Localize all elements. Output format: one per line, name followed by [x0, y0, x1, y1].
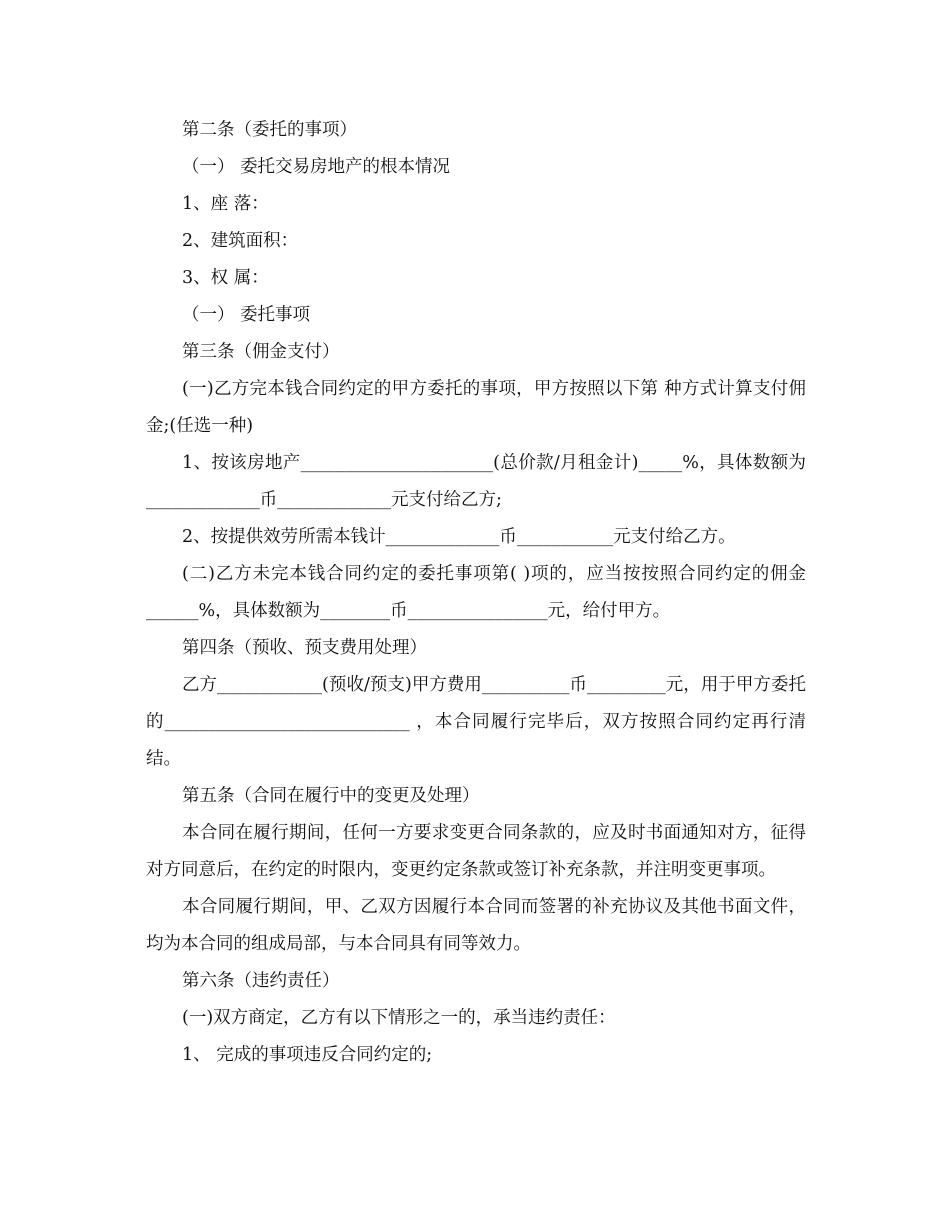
article-6-heading: 第六条（违约责任）: [182, 971, 340, 991]
commission-clause-2: (二)乙方未完本钱合同约定的委托事项第( )项的，应当按按照合同约定的佣金______%，具体数额为________币________________元，给付甲方。: [146, 564, 806, 621]
item-floor-area: 2、建筑面积：: [182, 231, 299, 251]
item-location: 1、座 落：: [182, 194, 269, 214]
section-1-entrusted-matters: （一） 委托事项: [182, 305, 311, 325]
supplementary-agreement-clause: 本合同履行期间，甲、乙双方因履行本合同而签署的补充协议及其他书面文件，均为本合同的组成局部，与本合同具有同等效力。: [146, 897, 806, 954]
section-1-heading: （一） 委托交易房地产的根本情况: [182, 157, 451, 177]
commission-option-1: 1、按该房地产______________________(总价款/月租金计)_____%，具体数额为_____________币_____________元支付给乙方;: [146, 453, 806, 510]
amendment-clause: 本合同在履行期间，任何一方要求变更合同条款的，应及时书面通知对方，征得对方同意后，在约定的时限内，变更约定条款或签订补充条款，并注明变更事项。: [146, 823, 806, 880]
liability-clause-1: (一)双方商定，乙方有以下情形之一的，承当违约责任：: [182, 1008, 616, 1028]
commission-option-2: 2、按提供效劳所需本钱计_____________币___________元支付给乙方。: [182, 527, 736, 547]
article-2-heading: 第二条（委托的事项）: [182, 120, 357, 140]
article-5-heading: 第五条（合同在履行中的变更及处理）: [182, 786, 480, 806]
liability-item-1: 1、 完成的事项违反合同约定的;: [182, 1045, 433, 1065]
fees-clause: 乙方____________(预收/预支)甲方费用__________币_________元，用于甲方委托的____________________________ ，本合同履行完毕后，双方按照合同约定再行清结。: [146, 675, 806, 769]
item-ownership: 3、权 属：: [182, 268, 269, 288]
contract-body: [146, 112, 806, 1074]
article-4-heading: 第四条（预收、预支费用处理）: [182, 638, 427, 658]
article-3-heading: 第三条（佣金支付）: [182, 342, 340, 362]
commission-clause-1: (一)乙方完本钱合同约定的甲方委托的事项，甲方按照以下第 种方式计算支付佣金;(任选一种): [146, 379, 806, 436]
